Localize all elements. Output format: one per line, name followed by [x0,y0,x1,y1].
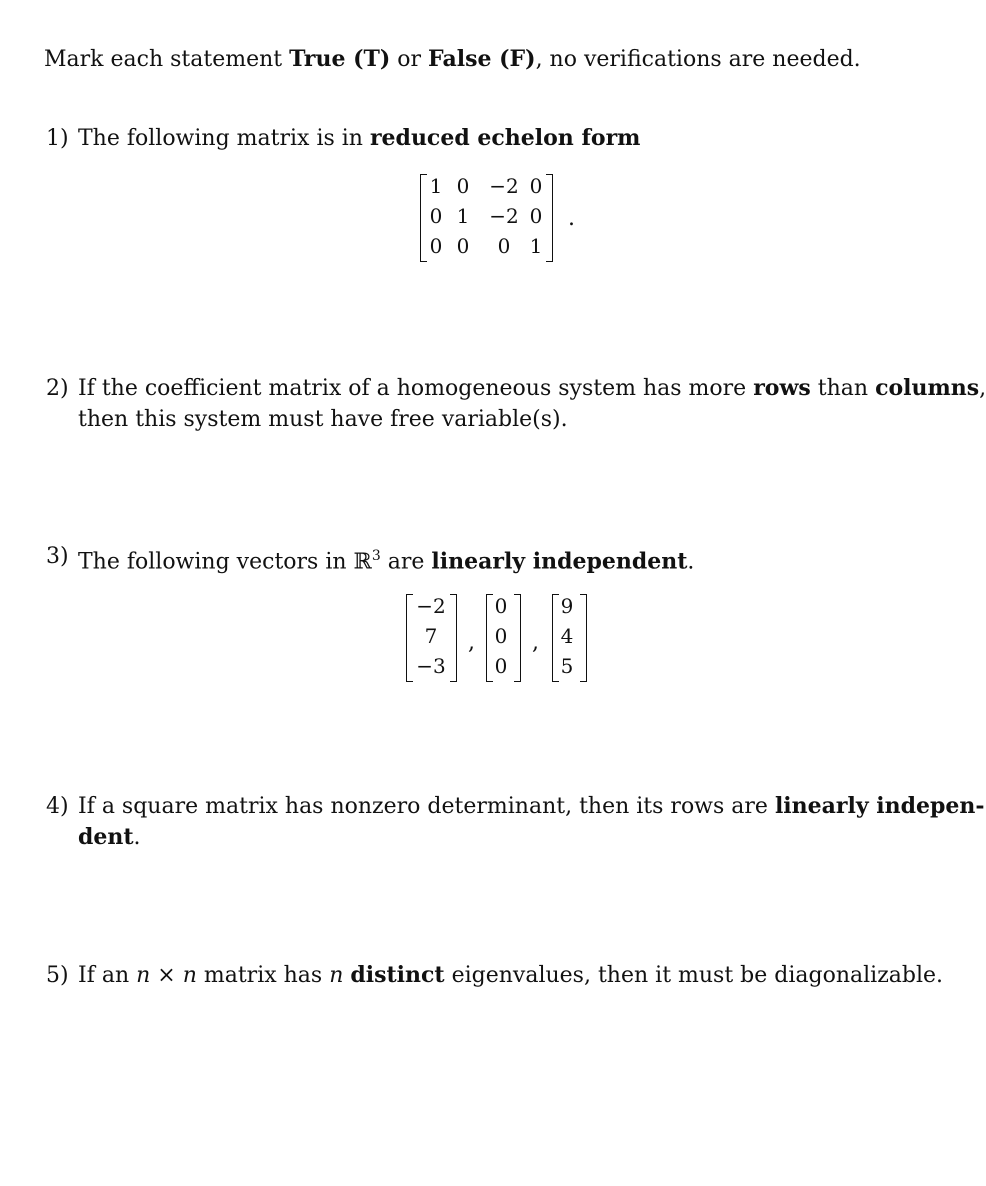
matrix-trailing-period: . [568,206,575,231]
question-number: 5) [46,963,69,988]
question-text-pre: If the coefficient matrix of a homogeneous system has more [78,376,754,401]
question-text-mid: are [380,549,432,575]
matrix-q1 [420,172,560,264]
matrix-cell: 1 [529,234,543,258]
question-line-1 [78,791,985,822]
question-number: 3) [46,544,69,569]
question-text-pre: If a square matrix has nonzero determinant, then its rows are [78,794,775,819]
vector-cell: 5 [560,654,574,678]
vector-cell: −3 [416,654,446,678]
vector-cell: 0 [494,624,508,648]
question-number: 1) [46,126,69,151]
vector-separator: , [532,630,539,655]
question-text [78,541,923,577]
question-bold: distinct [350,962,445,988]
matrix-cell: 0 [497,234,511,258]
question-line-1 [78,373,986,404]
question-bold: reduced echelon form [369,125,641,151]
matrix-cell: 0 [529,174,543,198]
instructions-prefix: Mark each statement [44,47,290,72]
question-line-2 [78,822,923,853]
matrix-cell: −2 [489,204,519,228]
vector-cell: 0 [494,654,508,678]
question-text-post: , [979,376,986,401]
question-text-pre: If an [78,963,137,988]
vector-cell: −2 [416,594,446,618]
question-text-mid: matrix has [196,963,330,988]
vector-right-bracket [450,594,457,682]
question-text [78,373,986,435]
matrix-cell: 0 [456,174,470,198]
vector-cell: 4 [560,624,574,648]
question-bold-cont: dent [78,824,134,850]
question-line-2: then this system must have free variable(s). [78,407,568,432]
times-symbol: × [150,963,183,988]
false-label: False (F) [428,46,536,72]
question-number: 4) [46,794,69,819]
or-word: or [390,47,429,72]
vector-cell: 7 [424,624,438,648]
vector-cell: 9 [560,594,574,618]
question-text [78,791,985,853]
question-text-pre: The following vectors in [78,549,354,575]
dimension-superscript: 3 [371,548,381,564]
question-bold: linearly independent [431,548,688,575]
instructions-suffix: , no verifications are needed. [535,47,861,72]
vector-cell: 0 [494,594,508,618]
instructions [44,46,861,72]
question-text-mid: than [810,376,876,401]
question-text-post: . [687,549,695,575]
vector-separator: , [468,630,475,655]
matrix-cell: 0 [456,234,470,258]
question-number: 2) [46,376,69,401]
matrix-cell: 1 [429,174,443,198]
real-space-symbol: ℝ [353,549,372,575]
math-var-n: n [329,963,344,988]
question-bold: linearly indepen- [774,793,985,819]
vector-right-bracket [514,594,521,682]
question-bold-columns: columns [875,375,980,401]
matrix-cell: 0 [529,204,543,228]
question-bold-rows: rows [753,375,811,401]
true-label: True (T) [289,46,391,72]
vector-right-bracket [580,594,587,682]
question-text-post: . [133,825,141,850]
matrix-cell: 1 [456,204,470,228]
question-text-post: eigenvalues, then it must be diagonalizable. [444,963,944,988]
question-text-pre: The following matrix is in [78,126,370,151]
matrix-cell: −2 [489,174,519,198]
math-var-n: n [136,963,151,988]
math-var-n: n [182,963,197,988]
question-text [78,123,923,154]
vector-1 [406,592,458,684]
vector-3 [552,592,588,684]
vector-2 [486,592,522,684]
matrix-cell: 0 [429,234,443,258]
question-text [78,960,944,991]
matrix-cell: 0 [429,204,443,228]
